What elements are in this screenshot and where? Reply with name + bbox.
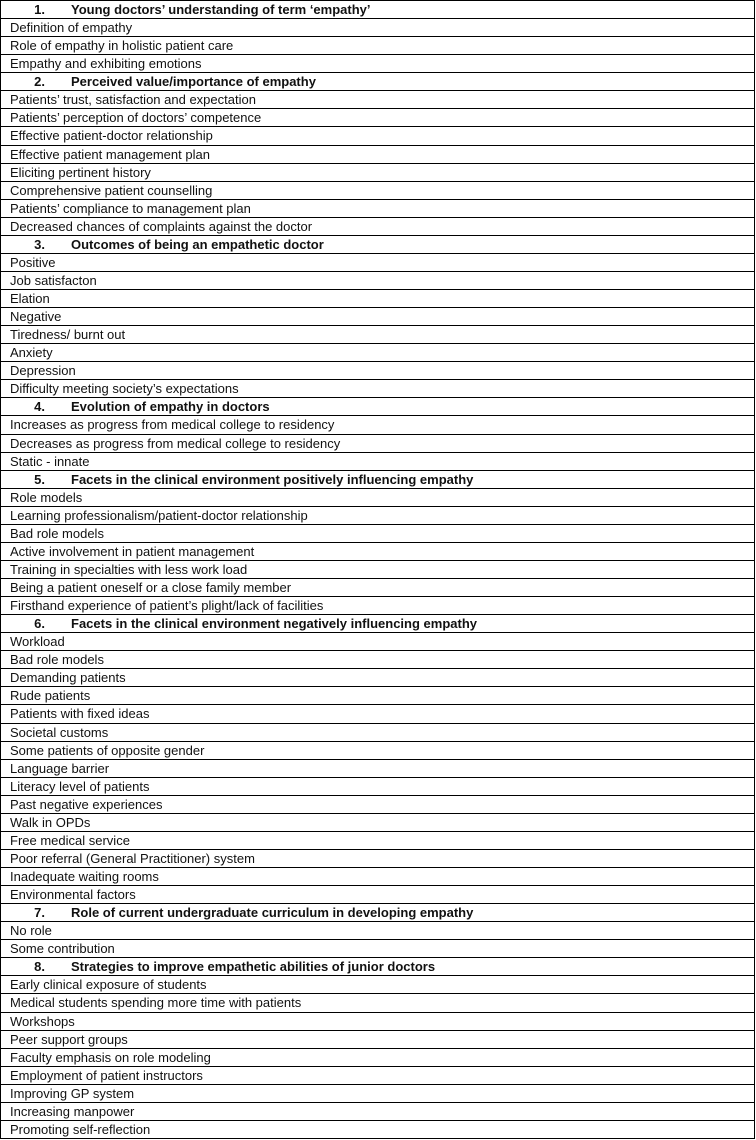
row-text: Elation [1,290,755,308]
row-text: Some patients of opposite gender [1,741,755,759]
row-text: Static - innate [1,452,755,470]
section-heading [1,470,755,488]
row-text: Effective patient-doctor relationship [1,127,755,145]
row-text: Workshops [1,1012,755,1030]
section-heading [1,235,755,253]
row-text: Learning professionalism/patient-doctor relationship [1,506,755,524]
row-text: Patients’ perception of doctors’ competence [1,109,755,127]
row-text: Promoting self-reflection [1,1120,755,1138]
table-row [1,199,755,217]
table-row [1,1084,755,1102]
section-heading-row [1,398,755,416]
table-row [1,452,755,470]
table-row [1,994,755,1012]
table-row [1,1102,755,1120]
row-text: Empathy and exhibiting emotions [1,55,755,73]
table-row [1,1012,755,1030]
table-row [1,37,755,55]
section-title: Strategies to improve empathetic abilities of junior doctors [71,959,436,975]
row-text: Role of empathy in holistic patient care [1,37,755,55]
section-heading [1,904,755,922]
table-row [1,416,755,434]
section-title: Facets in the clinical environment negatively influencing empathy [71,616,477,632]
section-title: Evolution of empathy in doctors [71,399,270,415]
row-text: Bad role models [1,524,755,542]
row-text: Depression [1,362,755,380]
section-heading-row [1,235,755,253]
table-row [1,362,755,380]
row-text: Language barrier [1,759,755,777]
row-text: Positive [1,253,755,271]
section-title: Perceived value/importance of empathy [71,74,316,90]
row-text: No role [1,922,755,940]
table-row [1,651,755,669]
section-number: 4. [34,399,45,415]
row-text: Bad role models [1,651,755,669]
row-text: Active involvement in patient management [1,542,755,560]
row-text: Patients’ trust, satisfaction and expectation [1,91,755,109]
table-row [1,127,755,145]
table-row [1,849,755,867]
section-title: Outcomes of being an empathetic doctor [71,236,324,252]
table-row [1,813,755,831]
row-text: Eliciting pertinent history [1,163,755,181]
table-row [1,344,755,362]
table-row [1,271,755,289]
section-heading-row [1,73,755,91]
row-text: Patients with fixed ideas [1,705,755,723]
row-text: Rude patients [1,687,755,705]
section-number: 8. [34,959,45,975]
table-row [1,55,755,73]
table-row [1,922,755,940]
section-heading-row [1,615,755,633]
section-heading [1,1,755,19]
section-number: 7. [34,905,45,921]
table-row [1,741,755,759]
table-row [1,579,755,597]
table-row [1,976,755,994]
table-row [1,597,755,615]
row-text: Increasing manpower [1,1102,755,1120]
row-text: Decreases as progress from medical college to residency [1,434,755,452]
section-title: Role of current undergraduate curriculum in developing empathy [71,905,474,921]
row-text: Anxiety [1,344,755,362]
table-row [1,217,755,235]
table-row [1,886,755,904]
row-text: Role models [1,488,755,506]
section-number: 1. [34,2,45,18]
row-text: Firsthand experience of patient’s plight/lack of facilities [1,597,755,615]
section-heading-row [1,958,755,976]
table-row [1,506,755,524]
section-heading [1,398,755,416]
row-text: Medical students spending more time with patients [1,994,755,1012]
table-row [1,1048,755,1066]
row-text: Employment of patient instructors [1,1066,755,1084]
table-row [1,633,755,651]
section-heading-row [1,904,755,922]
table-row [1,434,755,452]
table-row [1,109,755,127]
row-text: Tiredness/ burnt out [1,326,755,344]
row-text: Difficulty meeting society’s expectations [1,380,755,398]
section-heading [1,73,755,91]
row-text: Patients’ compliance to management plan [1,199,755,217]
row-text: Faculty emphasis on role modeling [1,1048,755,1066]
table-row [1,723,755,741]
row-text: Demanding patients [1,669,755,687]
row-text: Free medical service [1,831,755,849]
table-row [1,326,755,344]
section-number: 6. [34,616,45,632]
table-row [1,308,755,326]
section-heading [1,615,755,633]
table-row [1,777,755,795]
table-row [1,488,755,506]
table-row [1,831,755,849]
table-row [1,145,755,163]
table-row [1,669,755,687]
row-text: Training in specialties with less work load [1,560,755,578]
row-text: Walk in OPDs [1,813,755,831]
table-row [1,1030,755,1048]
table-row [1,705,755,723]
table-row [1,181,755,199]
row-text: Workload [1,633,755,651]
row-text: Early clinical exposure of students [1,976,755,994]
row-text: Environmental factors [1,886,755,904]
row-text: Peer support groups [1,1030,755,1048]
table-row [1,940,755,958]
themes-table-body [1,1,755,1139]
row-text: Some contribution [1,940,755,958]
row-text: Past negative experiences [1,795,755,813]
table-row [1,795,755,813]
table-row [1,253,755,271]
row-text: Negative [1,308,755,326]
table-row [1,1120,755,1138]
table-row [1,542,755,560]
section-title: Young doctors’ understanding of term ‘empathy’ [71,2,371,18]
table-row [1,163,755,181]
table-row [1,687,755,705]
table-row [1,91,755,109]
row-text: Job satisfacton [1,271,755,289]
row-text: Being a patient oneself or a close family member [1,579,755,597]
table-row [1,290,755,308]
row-text: Literacy level of patients [1,777,755,795]
section-title: Facets in the clinical environment positively influencing empathy [71,471,474,487]
row-text: Poor referral (General Practitioner) system [1,849,755,867]
table-row [1,759,755,777]
section-number: 3. [34,236,45,252]
section-heading [1,958,755,976]
section-number: 5. [34,471,45,487]
table-row [1,19,755,37]
row-text: Comprehensive patient counselling [1,181,755,199]
row-text: Effective patient management plan [1,145,755,163]
section-heading-row [1,1,755,19]
row-text: Societal customs [1,723,755,741]
row-text: Increases as progress from medical college to residency [1,416,755,434]
table-row [1,1066,755,1084]
section-number: 2. [34,74,45,90]
row-text: Decreased chances of complaints against the doctor [1,217,755,235]
table-row [1,524,755,542]
row-text: Definition of empathy [1,19,755,37]
table-row [1,380,755,398]
section-heading-row [1,470,755,488]
table-row [1,868,755,886]
row-text: Improving GP system [1,1084,755,1102]
row-text: Inadequate waiting rooms [1,868,755,886]
table-row [1,560,755,578]
